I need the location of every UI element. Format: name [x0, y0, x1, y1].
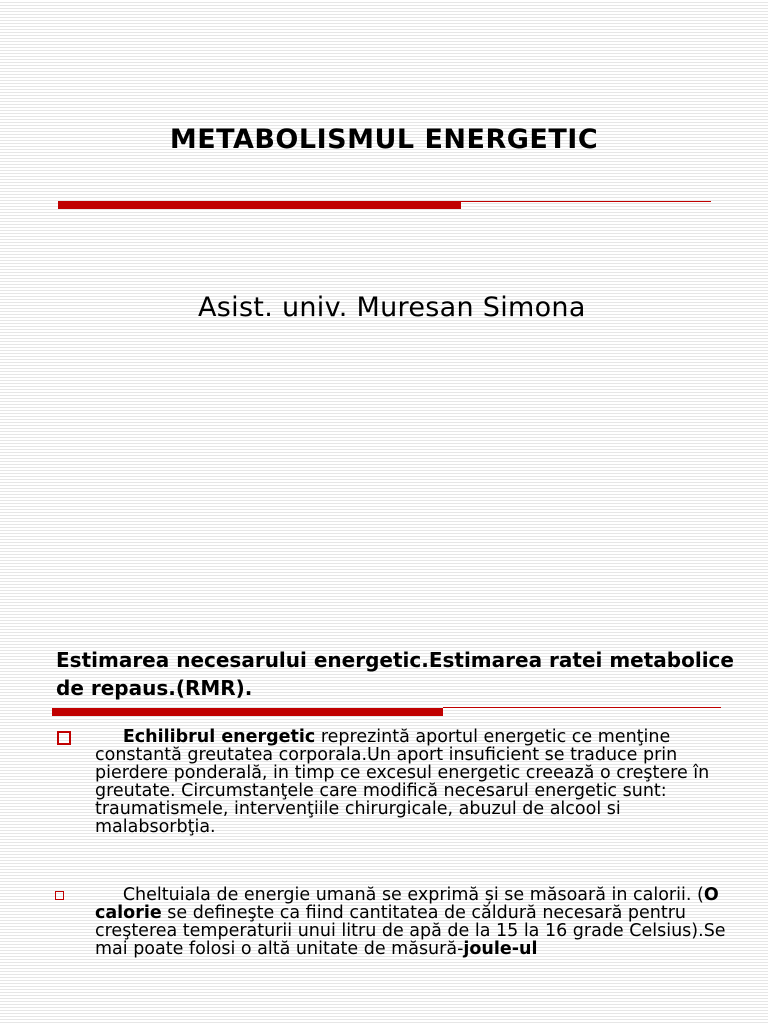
- slide-title: METABOLISMUL ENERGETIC: [169, 124, 599, 155]
- list-item: [95, 728, 735, 836]
- square-bullet-icon: [55, 891, 64, 900]
- title-underline-thin: [461, 201, 711, 202]
- slide-title: Estimarea necesarului energetic.Estimarea ratei metabolice de repaus.(RMR).: [56, 648, 734, 700]
- title-underline-thin: [443, 707, 721, 708]
- bold-term: joule-ul: [463, 939, 538, 959]
- bullet-text: se defineşte ca fiind cantitatea de căldură necesară pentru creşterea temperaturii unui litru de apă de la 15 la 16 grade Celsius).Se mai poate folosi o altă unitate de măsură-: [95, 903, 726, 959]
- author-subtitle: Asist. univ. Muresan Simona: [198, 292, 586, 323]
- content-slide: [0, 600, 768, 1024]
- title-underline-thick: [52, 708, 443, 716]
- title-underline-thick: [58, 201, 461, 209]
- list-item: [95, 886, 735, 958]
- bullet-text: Cheltuiala de energie umană se exprimă și se măsoară in calorii. (: [95, 885, 704, 905]
- bold-term: O calorie: [95, 885, 719, 923]
- square-bullet-icon: [57, 731, 71, 745]
- bullet-indent: [95, 727, 123, 747]
- bold-term: Echilibrul energetic: [122, 727, 316, 747]
- bullet-text: reprezintă aportul energetic ce menţine constantă greutatea corporala.Un aport insuficient se traduce prin pierdere ponderală, in timp ce excesul energetic creează o creştere în greutate. Circumstanţele care modifică necesarul energetic sunt: traumatismele, intervenţiile chirurgicale, abuzul de alcool si malabsorbţia.: [95, 727, 710, 837]
